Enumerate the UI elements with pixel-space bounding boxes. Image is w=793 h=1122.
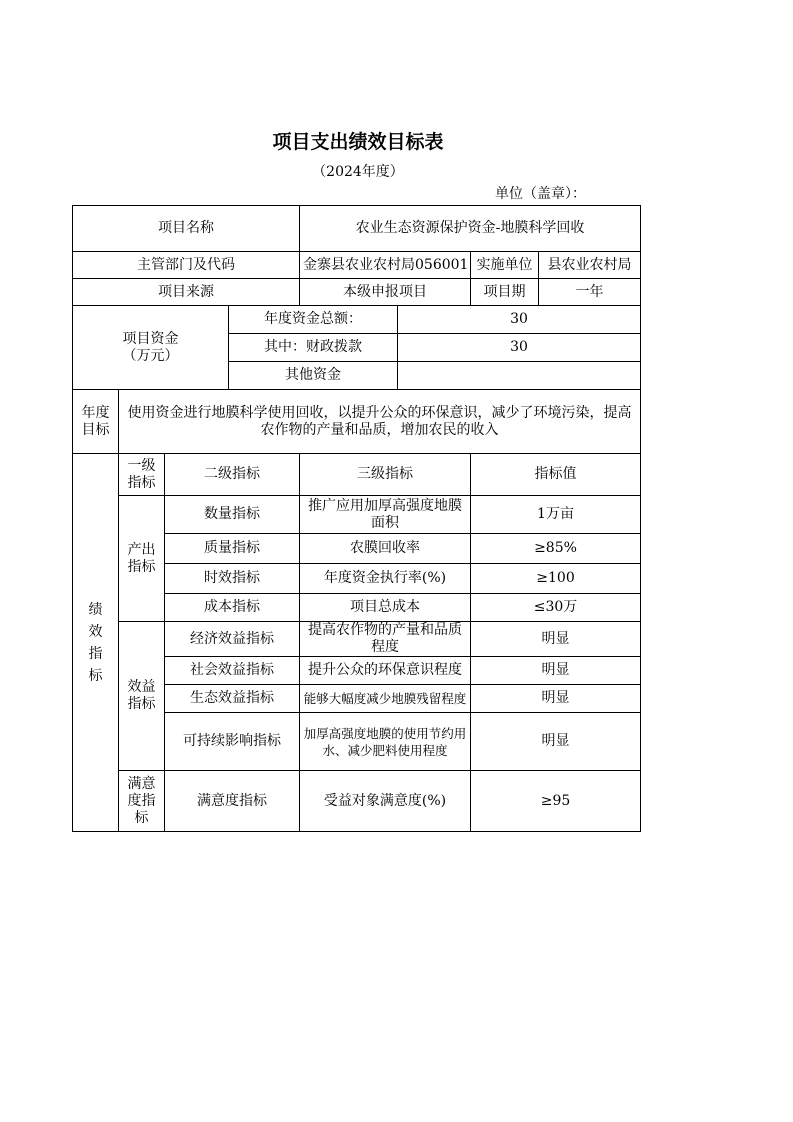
level2-cell: 成本指标 (165, 594, 300, 622)
source-label: 项目来源 (73, 279, 300, 306)
header-value: 指标值 (471, 454, 641, 496)
level3-cell: 能够大幅度减少地膜残留程度 (300, 685, 471, 713)
level3-cell: 农膜回收率 (300, 534, 471, 564)
level2-cell: 时效指标 (165, 564, 300, 594)
value-cell: 明显 (471, 713, 641, 771)
implementer-label: 实施单位 (471, 252, 539, 279)
level3-cell: 年度资金执行率(%) (300, 564, 471, 594)
total-funds-label: 年度资金总额： (229, 306, 398, 334)
level3-cell: 提升公众的环保意识程度 (300, 657, 471, 685)
table-row (73, 622, 641, 657)
row-department (73, 252, 641, 279)
section-char: 指 (88, 645, 103, 662)
level2-cell: 可持续影响指标 (165, 713, 300, 771)
project-name-label: 项目名称 (73, 206, 300, 252)
header-level1-line1: 一级 (127, 457, 156, 474)
satisfaction-label-line1: 满意 (127, 775, 156, 792)
other-funds-value (398, 362, 641, 390)
source-value: 本级申报项目 (300, 279, 471, 306)
value-cell: 明显 (471, 657, 641, 685)
year-subtitle: （2024年度） (312, 164, 404, 180)
value-cell: ≥100 (471, 564, 641, 594)
goal-label-line2: 目标 (81, 421, 110, 438)
output-indicator-label (119, 496, 165, 622)
level2-cell: 数量指标 (165, 496, 300, 534)
performance-indicator-label (73, 454, 119, 832)
row-source (73, 279, 641, 306)
output-label-line2: 指标 (127, 558, 156, 575)
level3-cell: 提高农作物的产量和品质程度 (300, 622, 471, 657)
value-cell: 明显 (471, 622, 641, 657)
funds-label (73, 306, 229, 390)
row-project-name (73, 206, 641, 252)
benefit-label-line1: 效益 (127, 679, 156, 695)
funds-label-line2: （万元） (122, 347, 179, 364)
table-row (73, 496, 641, 534)
fiscal-funds-value: 30 (398, 334, 641, 362)
benefit-indicator-label (119, 622, 165, 771)
level2-cell: 生态效益指标 (165, 685, 300, 713)
period-label: 项目期 (471, 279, 539, 306)
satisfaction-label-line2: 度指 (127, 792, 156, 809)
value-cell: ≥95 (471, 771, 641, 832)
benefit-label-line2: 指标 (127, 696, 156, 712)
funds-label-line1: 项目资金 (122, 330, 179, 347)
header-level1 (119, 454, 165, 496)
row-indicator-header (73, 454, 641, 496)
output-label-line1: 产出 (127, 541, 156, 558)
level3-cell: 推广应用加厚高强度地膜面积 (300, 496, 471, 534)
value-cell: 明显 (471, 685, 641, 713)
value-cell: 1万亩 (471, 496, 641, 534)
satisfaction-label-line3: 标 (134, 809, 149, 826)
project-name-value: 农业生态资源保护资金-地膜科学回收 (300, 206, 641, 252)
level2-cell: 经济效益指标 (165, 622, 300, 657)
header-level3: 三级指标 (300, 454, 471, 496)
other-funds-label: 其他资金 (229, 362, 398, 390)
performance-table (72, 205, 641, 832)
implementer-value: 县农业农村局 (539, 252, 641, 279)
period-value: 一年 (539, 279, 641, 306)
header-level1-line2: 指标 (127, 474, 156, 491)
level3-cell: 受益对象满意度(%) (300, 771, 471, 832)
table-row (73, 771, 641, 832)
value-cell: ≥85% (471, 534, 641, 564)
level2-cell: 质量指标 (165, 534, 300, 564)
header-level2: 二级指标 (165, 454, 300, 496)
section-char: 效 (88, 623, 103, 640)
row-annual-goal (73, 390, 641, 454)
goal-text: 使用资金进行地膜科学使用回收，以提升公众的环保意识，减少了环境污染，提高农作物的产量和品质，增加农民的收入 (119, 390, 641, 454)
level2-cell: 满意度指标 (165, 771, 300, 832)
goal-label (73, 390, 119, 454)
unit-label: 单位（盖章）： (495, 186, 586, 202)
page-title: 项目支出绩效目标表 (272, 131, 444, 153)
section-char: 标 (88, 667, 103, 684)
department-value: 金寨县农业农村局056001 (300, 252, 471, 279)
value-cell: ≤30万 (471, 594, 641, 622)
row-funds-total (73, 306, 641, 334)
level3-cell: 加厚高强度地膜的使用节约用水、减少肥料使用程度 (300, 713, 471, 771)
department-label: 主管部门及代码 (73, 252, 300, 279)
fiscal-funds-label: 其中：财政拨款 (229, 334, 398, 362)
level2-cell: 社会效益指标 (165, 657, 300, 685)
goal-label-line1: 年度 (81, 404, 110, 421)
total-funds-value: 30 (398, 306, 641, 334)
satisfaction-indicator-label (119, 771, 165, 832)
section-char: 绩 (88, 601, 103, 618)
level3-cell: 项目总成本 (300, 594, 471, 622)
